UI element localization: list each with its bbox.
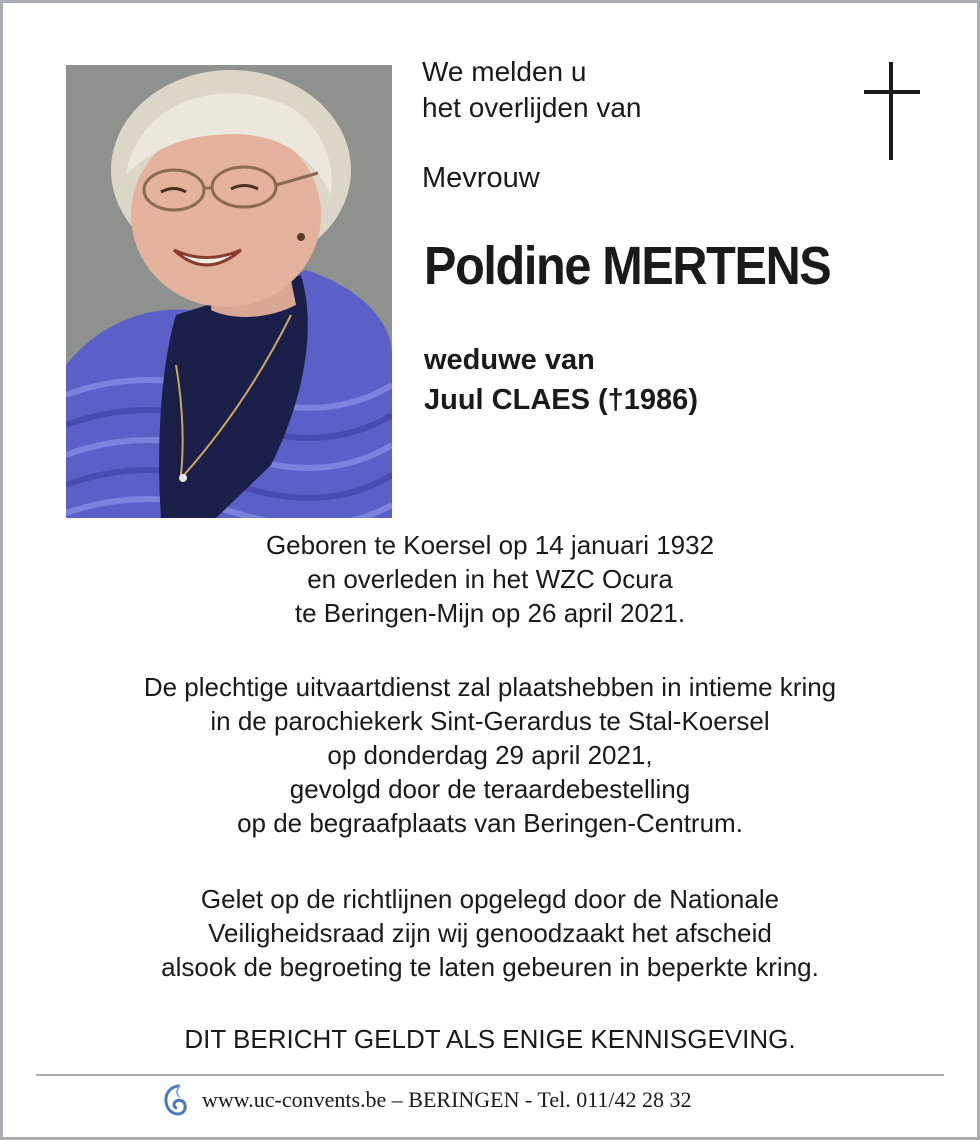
footer-divider [36, 1074, 944, 1076]
paragraph-line: De plechtige uitvaartdienst zal plaatshebben in intieme kring [143, 672, 837, 702]
spouse-line: weduwe van [424, 344, 595, 376]
portrait-illustration [66, 65, 392, 518]
intro-text [422, 54, 641, 126]
paragraph-line: Gelet op de richtlijnen opgelegd door de Nationale [200, 884, 780, 914]
paragraph-line: gevolgd door de teraardebestelling [289, 774, 691, 804]
paragraph-line: Geboren te Koersel op 14 januari 1932 [265, 530, 715, 560]
birth-death-paragraph [40, 528, 940, 630]
intro-line: het overlijden van [422, 92, 642, 123]
paragraph-line: te Beringen-Mijn op 26 april 2021. [294, 598, 686, 628]
notice-line [40, 1022, 940, 1056]
paragraph-line: op de begraafplaats van Beringen-Centrum. [237, 808, 743, 838]
honorific: Mevrouw [422, 162, 540, 194]
cross-icon [862, 62, 922, 160]
paragraph-line: en overleden in het WZC Ocura [307, 564, 673, 594]
intro-line: We melden u [422, 56, 587, 87]
portrait-photo [66, 65, 392, 518]
deceased-name: Poldine MERTENS [424, 236, 831, 296]
funeral-home-logo-icon [162, 1083, 188, 1117]
service-paragraph [40, 670, 940, 840]
paragraph-line: in de parochiekerk Sint-Gerardus te Stal-Koersel [210, 706, 770, 736]
spouse-info [424, 340, 698, 420]
footer-contact: www.uc-convents.be – BERINGEN - Tel. 011/42 28 32 [202, 1087, 692, 1112]
paragraph-line: op donderdag 29 april 2021, [327, 740, 653, 770]
paragraph-line: Veiligheidsraad zijn wij genoodzaakt het afscheid [208, 918, 772, 948]
spouse-line: Juul CLAES (†1986) [424, 384, 698, 416]
footer [162, 1080, 692, 1120]
covid-paragraph [40, 882, 940, 984]
notice-text: DIT BERICHT GELDT ALS ENIGE KENNISGEVING. [184, 1024, 796, 1054]
paragraph-line: alsook de begroeting te laten gebeuren in beperkte kring. [161, 952, 819, 982]
